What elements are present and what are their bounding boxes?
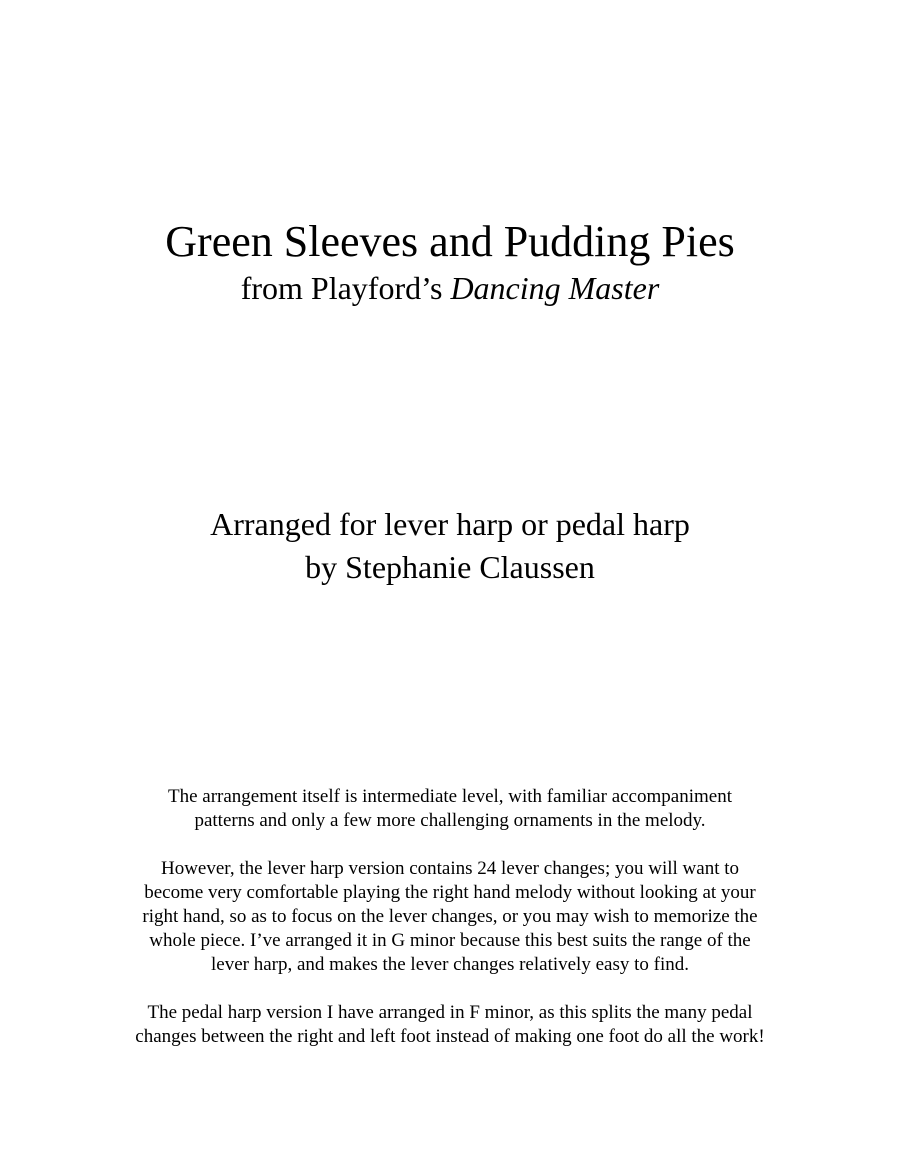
notes-line: whole piece. I’ve arranged it in G minor because this best suits the range of the (149, 930, 751, 951)
subtitle-prefix: from Playford’s (240, 270, 451, 306)
notes-line: become very comfortable playing the right hand melody without looking at your (144, 882, 756, 903)
notes-line: patterns and only a few more challenging ornaments in the melody. (194, 810, 706, 831)
notes-line: The pedal harp version I have arranged in F minor, as this splits the many pedal (147, 1002, 753, 1023)
arrangement-notes (60, 785, 840, 1073)
notes-paragraph-3 (60, 1001, 840, 1049)
page-subtitle (0, 268, 900, 308)
page-title: Green Sleeves and Pudding Pies (165, 217, 735, 266)
notes-line: However, the lever harp version contains 24 lever changes; you will want to (160, 858, 740, 879)
notes-paragraph-1 (60, 785, 840, 833)
notes-line: The arrangement itself is intermediate level, with familiar accompaniment (168, 786, 732, 807)
subtitle-book-title: Dancing Master (450, 270, 660, 306)
notes-paragraph-2 (60, 857, 840, 977)
author-byline: by Stephanie Claussen (305, 549, 595, 585)
notes-line: changes between the right and left foot instead of making one foot do all the work! (135, 1026, 765, 1047)
arrangement-line: Arranged for lever harp or pedal harp (210, 506, 690, 542)
notes-line: right hand, so as to focus on the lever changes, or you may wish to memorize the (142, 906, 758, 927)
notes-line: lever harp, and makes the lever changes relatively easy to find. (211, 954, 689, 975)
